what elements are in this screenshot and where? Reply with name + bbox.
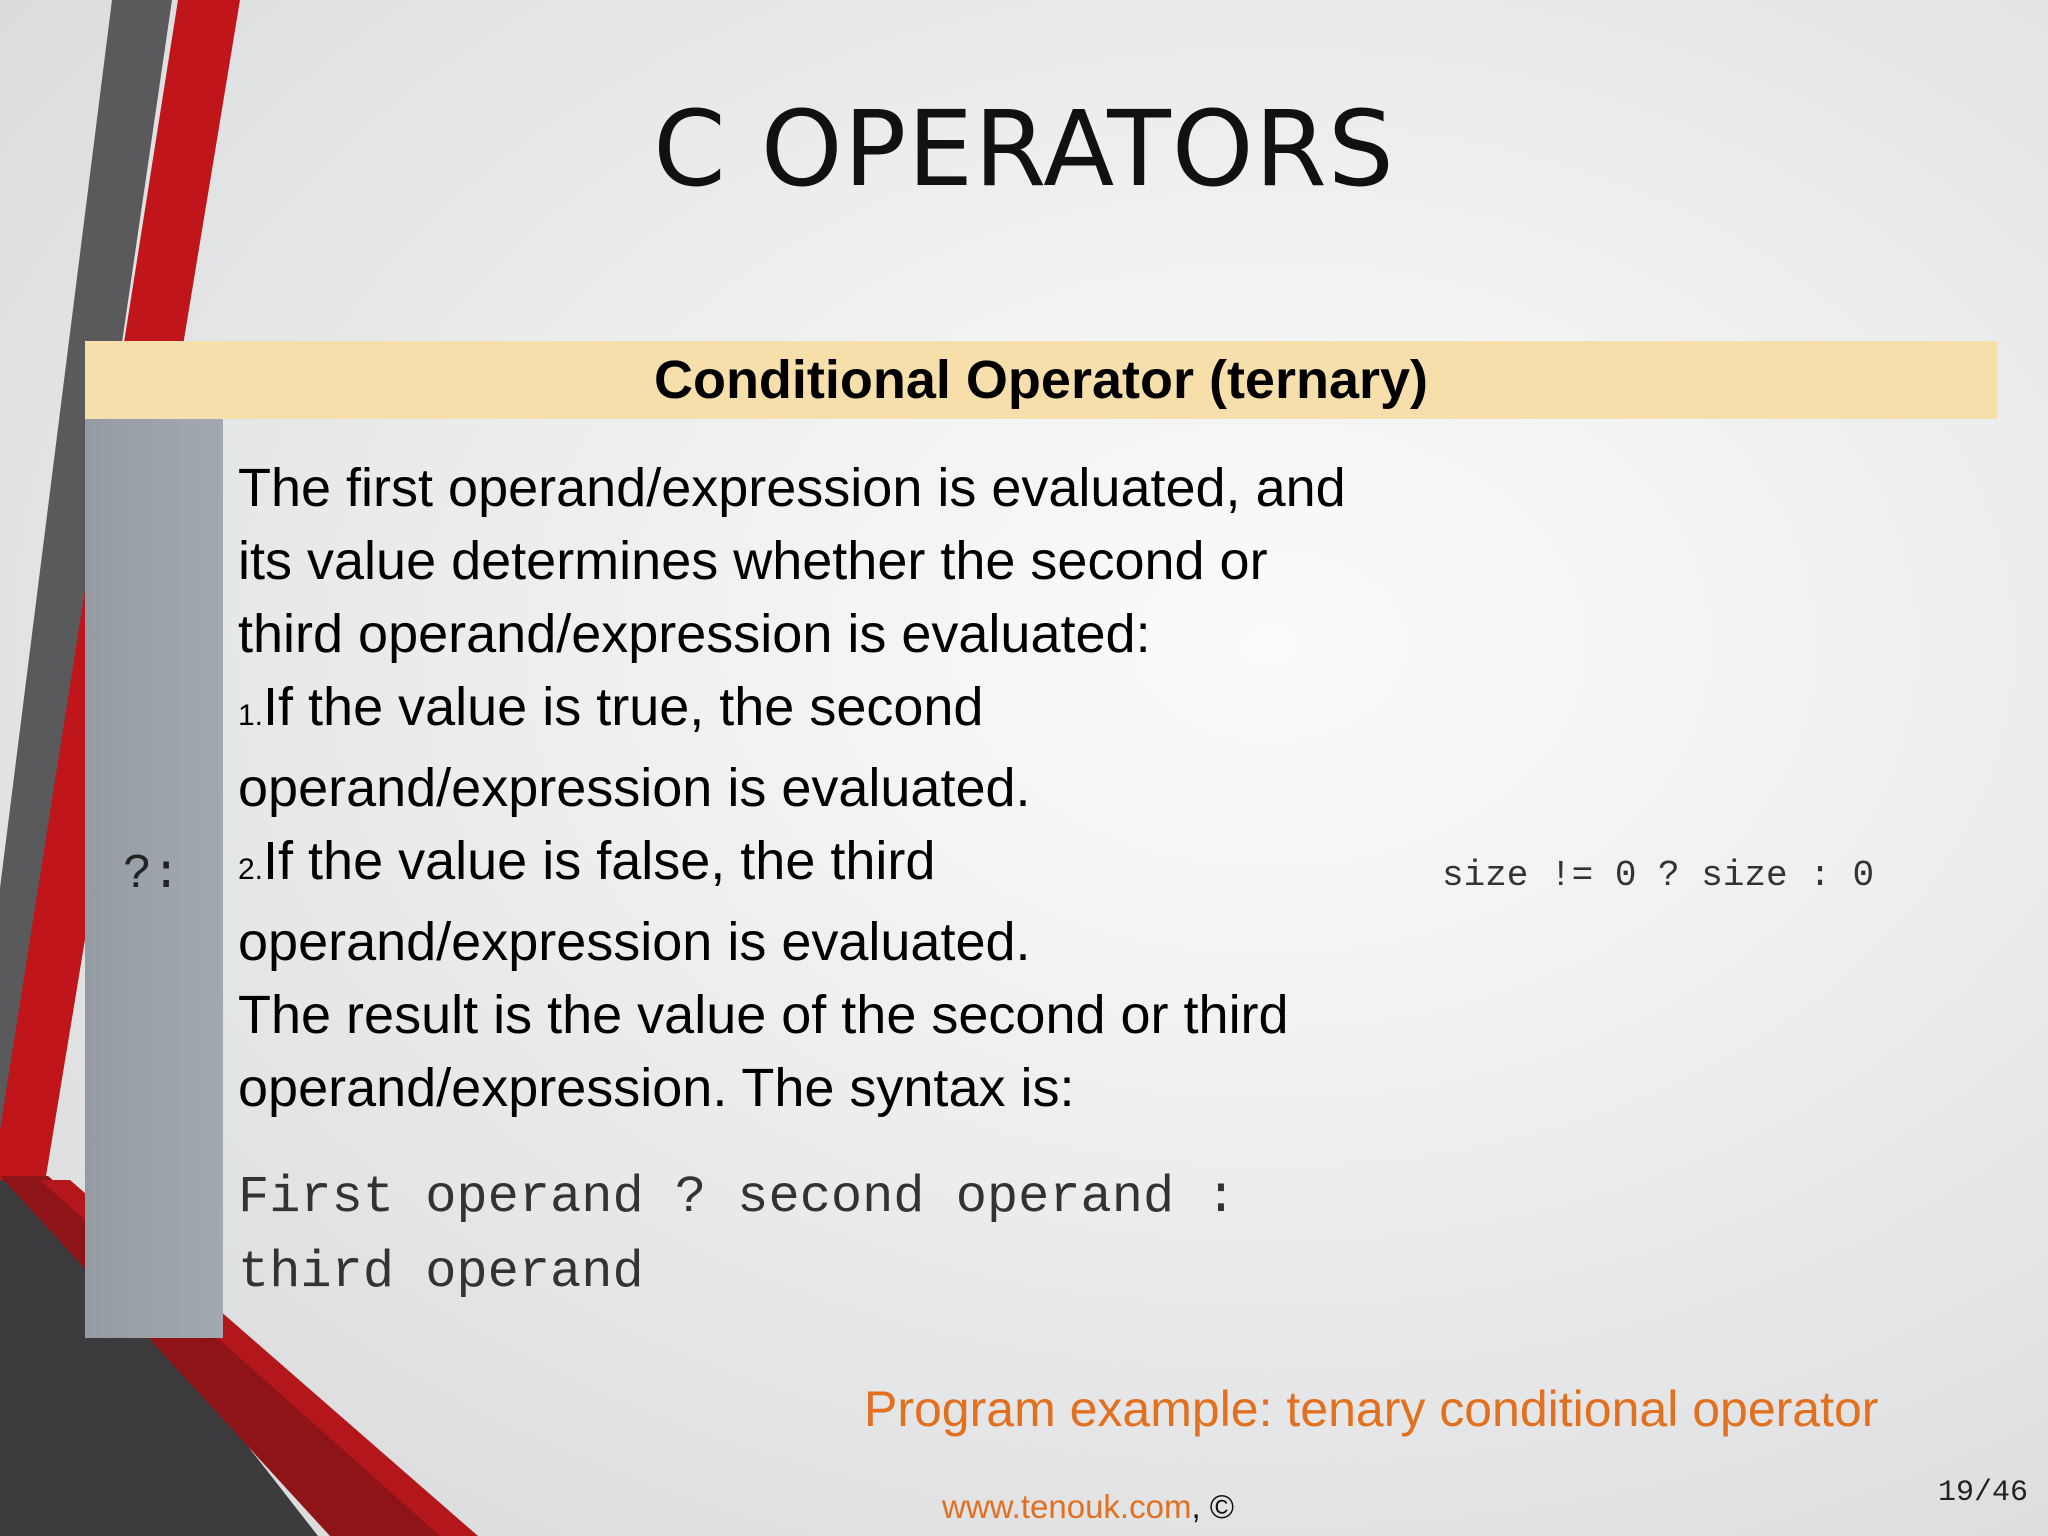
description-line: operand/expression is evaluated. (238, 758, 1031, 818)
list-item-2 (238, 825, 1468, 906)
table-header (85, 341, 1997, 419)
description-line: its value determines whether the second or (238, 531, 1268, 591)
operator-description (238, 452, 1468, 1125)
example-code: size != 0 ? size : 0 (1442, 855, 1875, 896)
syntax-line: third operand (238, 1243, 644, 1302)
footer-copyright: , © (1191, 1488, 1235, 1525)
description-line: operand/expression is evaluated. (238, 912, 1031, 972)
syntax-line: First operand ? second operand : (238, 1168, 1237, 1227)
footer-site-link[interactable]: www.tenouk.com (942, 1488, 1192, 1525)
page-number: 19/46 (1937, 1476, 2028, 1510)
list-number: 2. (238, 853, 264, 886)
footer (942, 1488, 1234, 1526)
slide-title: C OPERATORS (653, 88, 1395, 210)
list-number: 1. (238, 699, 264, 732)
list-item-1 (238, 671, 1468, 752)
description-line: operand/expression. The syntax is: (238, 1058, 1075, 1118)
description-line: third operand/expression is evaluated: (238, 604, 1151, 664)
description-line: The first operand/expression is evaluated, and (238, 458, 1346, 518)
list-item-text: If the value is true, the second (263, 677, 984, 737)
description-line: The result is the value of the second or third (238, 985, 1289, 1045)
table-header-label: Conditional Operator (ternary) (653, 350, 1429, 410)
syntax-code (238, 1160, 1237, 1310)
program-example-link[interactable]: Program example: tenary conditional operator (864, 1381, 1879, 1437)
list-item-text: If the value is false, the third (263, 831, 936, 891)
operator-symbol: ?: (123, 848, 181, 902)
